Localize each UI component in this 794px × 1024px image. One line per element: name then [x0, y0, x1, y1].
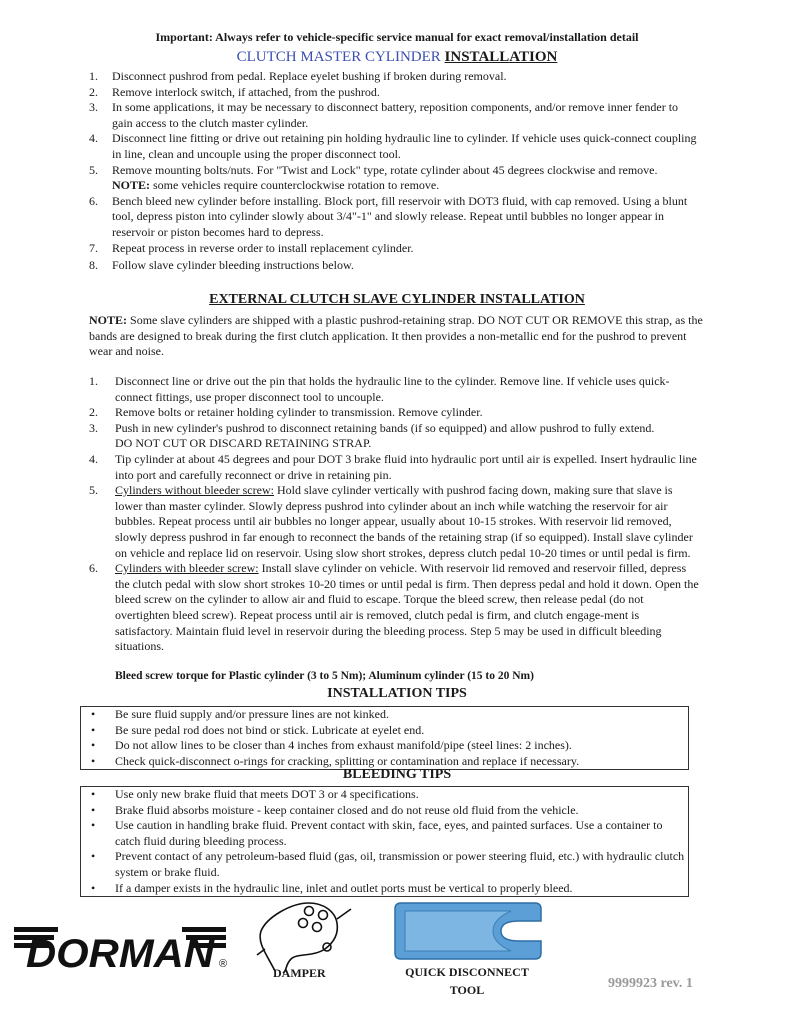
note-text: some vehicles require counterclockwise rotation to remove. [150, 178, 440, 193]
tip-text: Be sure pedal rod does not bind or stick. Lubricate at eyelet end. [115, 722, 425, 737]
dorman-logo [14, 921, 228, 976]
note-text: this strap, as the bands are designed to break during the first clutch application. It then provides a non-metallic end for the pushrod to prevent wear and noise. [89, 313, 703, 359]
note-caps: DO NOT CUT OR REMOVE [477, 313, 623, 327]
damper-label: DAMPER [273, 966, 326, 980]
step-lead: Cylinders without bleeder screw: [115, 483, 274, 498]
list-item [81, 707, 688, 723]
step-text: Remove bolts or retainer holding cylinder to transmission. Remove cylinder. [115, 405, 483, 420]
note-text: Some slave cylinders are shipped with a plastic pushrod-retaining strap. [127, 313, 478, 327]
bullet: • [91, 707, 96, 721]
list-item [81, 803, 688, 819]
list-item [89, 561, 699, 655]
tip-text: Use caution in handling brake fluid. Prevent contact with skin, face, eyes, and painted surfaces. Use a container to catch fluid during bleeding process. [115, 818, 663, 848]
important-notice: Important: Always refer to vehicle-specific service manual for exact removal/installation detail [155, 30, 639, 44]
bullet: • [91, 787, 96, 801]
tip-text: Check quick-disconnect o-rings for cracking, splitting or contamination and replace if necessary. [115, 753, 580, 768]
step-text: In some applications, it may be necessary to disconnect battery, reposition components, and/or remove inner fender to gain access to the clutch master cylinder. [112, 100, 679, 130]
list-item [81, 738, 688, 754]
master-cylinder-title [0, 49, 794, 66]
bullet: • [91, 738, 96, 753]
list-item [89, 241, 697, 257]
slave-note [89, 313, 707, 360]
damper-diagram [247, 897, 357, 975]
master-title-black: INSTALLATION [444, 49, 558, 65]
list-item [89, 131, 697, 162]
note-label: NOTE: [89, 313, 128, 327]
retaining-strap-warning: DO NOT CUT OR DISCARD RETAINING STRAP. [115, 436, 372, 451]
quick-disconnect-tool-image [393, 899, 543, 963]
step-number: 4. [89, 131, 98, 146]
qd-label-line2: TOOL [449, 983, 485, 997]
bleeding-tips-title: BLEEDING TIPS [342, 767, 452, 782]
step-number: 2. [89, 84, 98, 99]
list-item [81, 723, 688, 739]
tip-text: Do not allow lines to be closer than 4 inches from exhaust manifold/pipe (steel lines: 2 inches). [115, 738, 572, 753]
registered-mark: ® [219, 958, 228, 970]
step-number: 6. [89, 561, 98, 576]
list-item [89, 452, 699, 483]
list-item [89, 374, 699, 405]
list-item [89, 194, 697, 241]
step-number: 6. [89, 193, 98, 208]
tip-text: Prevent contact of any petroleum-based fluid (gas, oil, transmission or power steering fluid, etc.) with hydraulic clutch system or brake fluid. [115, 849, 685, 879]
revision-number: 9999923 rev. 1 [608, 976, 693, 991]
step-text: Install slave cylinder on vehicle. With reservoir lid removed and reservoir filled, depress the clutch pedal with slow short strokes 10-20 times or until pedal is firm. Then depress pedal and hold it down. Open the bleed screw on the cylinder to allow air and fluid to escape. Torque the bleed screw, then release pedal (do not overtighten bleed screw). Repeat process until air is removed, clutch pedal is firm, and clutch engage-ment is satisfactory. Maintain fluid level in reservoir during the bleeding process. Step 5 may be used in difficult bleeding situations. [115, 561, 699, 654]
list-item [81, 881, 688, 897]
bullet: • [91, 849, 96, 864]
step-text: Remove interlock switch, if attached, from the pushrod. [112, 84, 380, 99]
step-text: Repeat process in reverse order to install replacement cylinder. [112, 240, 414, 255]
tip-text: Use only new brake fluid that meets DOT 3 or 4 specifications. [115, 787, 419, 801]
list-item [89, 421, 699, 452]
bleeding-tips-box [80, 786, 689, 897]
torque-note: Bleed screw torque for Plastic cylinder (3 to 5 Nm); Aluminum cylinder (15 to 20 Nm) [115, 670, 534, 682]
list-item [89, 100, 697, 131]
logo-wordmark: DORMAN [26, 932, 216, 976]
bullet: • [91, 802, 96, 817]
tip-text: Brake fluid absorbs moisture - keep container closed and do not reuse old fluid from the vehicle. [115, 802, 579, 817]
tip-text: Be sure fluid supply and/or pressure lines are not kinked. [115, 707, 389, 721]
master-title-blue: CLUTCH MASTER CYLINDER [236, 49, 441, 65]
step-lead: Cylinders with bleeder screw: [115, 561, 259, 576]
step-text: Bench bleed new cylinder before installing. Block port, fill reservoir with DOT3 fluid, with cap removed. Using a blunt tool, depress piston into cylinder slowly about 3/4"-1" and slowly release. Repeat until bubbles no longer appear in reservoir or piston becomes hard to depress. [112, 193, 688, 239]
slave-steps-list [89, 374, 699, 655]
step-text: Remove mounting bolts/nuts. For "Twist and Lock" type, rotate cylinder about 45 degrees clockwise and remove. [112, 162, 658, 177]
step-number: 4. [89, 451, 98, 466]
note-label: NOTE: [112, 178, 151, 193]
qd-label-line1: QUICK DISCONNECT [405, 965, 529, 979]
step-text: Disconnect pushrod from pedal. Replace eyelet bushing if broken during removal. [112, 69, 507, 83]
bullet: • [91, 753, 96, 768]
bleeding-tips-list [81, 787, 688, 896]
step-number: 1. [89, 374, 98, 388]
bullet: • [91, 722, 96, 737]
master-steps-list [89, 69, 697, 274]
step-text: Push in new cylinder's pushrod to disconnect retaining bands (if so equipped) and allow pushrod to fully extend. [115, 420, 655, 435]
bullet: • [91, 818, 96, 833]
step-text: Disconnect line fitting or drive out retaining pin holding hydraulic line to cylinder. If vehicle uses quick-connect coupling in line, clean and uncouple using the proper disconnect tool. [112, 131, 697, 161]
step-number: 7. [89, 240, 98, 255]
tip-text: If a damper exists in the hydraulic line, inlet and outlet ports must be vertical to properly bleed. [115, 880, 573, 895]
step-number: 5. [89, 483, 98, 498]
installation-tips-list [81, 707, 688, 769]
quick-disconnect-label [388, 963, 546, 999]
list-item [89, 258, 697, 274]
step-text: Follow slave cylinder bleeding instructions below. [112, 258, 354, 273]
list-item [81, 818, 688, 849]
step-number: 1. [89, 69, 98, 83]
list-item [81, 849, 688, 880]
list-item [81, 787, 688, 803]
list-item [89, 85, 697, 101]
installation-tips-box [80, 706, 689, 770]
step-number: 8. [89, 258, 98, 273]
step-text: Disconnect line or drive out the pin that holds the hydraulic line to the cylinder. Remove line. If vehicle uses quick-connect fittings, use proper disconnect tool to uncouple. [115, 374, 670, 404]
list-item [89, 69, 697, 85]
step-text: Tip cylinder at about 45 degrees and pour DOT 3 brake fluid into hydraulic port until air is expelled. Insert hydraulic line into port and carefully reconnect or drive in retaining pin. [115, 451, 697, 482]
step-number: 3. [89, 100, 98, 115]
bullet: • [91, 880, 96, 895]
step-text: Hold slave cylinder vertically with pushrod facing down, making sure that slave is lower than master cylinder. Slowly depress pushrod into cylinder about an inch while watching the reservoir for air bubbles. Repeat process until air bubbles no longer appear, usually about 10-15 strokes. With reservoir lid removed, slowly depress pushrod in far enough to reconnect the bands of the retaining strap (if so equipped). Install slave cylinder on vehicle and replace lid on reservoir. Using slow short strokes, depress clutch pedal 10-20 times or until pedal is firm. [115, 483, 693, 560]
list-item [89, 163, 697, 194]
step-number: 2. [89, 405, 98, 420]
installation-tips-title: INSTALLATION TIPS [327, 686, 467, 701]
step-number: 3. [89, 420, 98, 435]
step-number: 5. [89, 162, 98, 177]
list-item [89, 405, 699, 421]
list-item [89, 483, 699, 561]
slave-cylinder-title: EXTERNAL CLUTCH SLAVE CYLINDER INSTALLATION [209, 292, 585, 307]
